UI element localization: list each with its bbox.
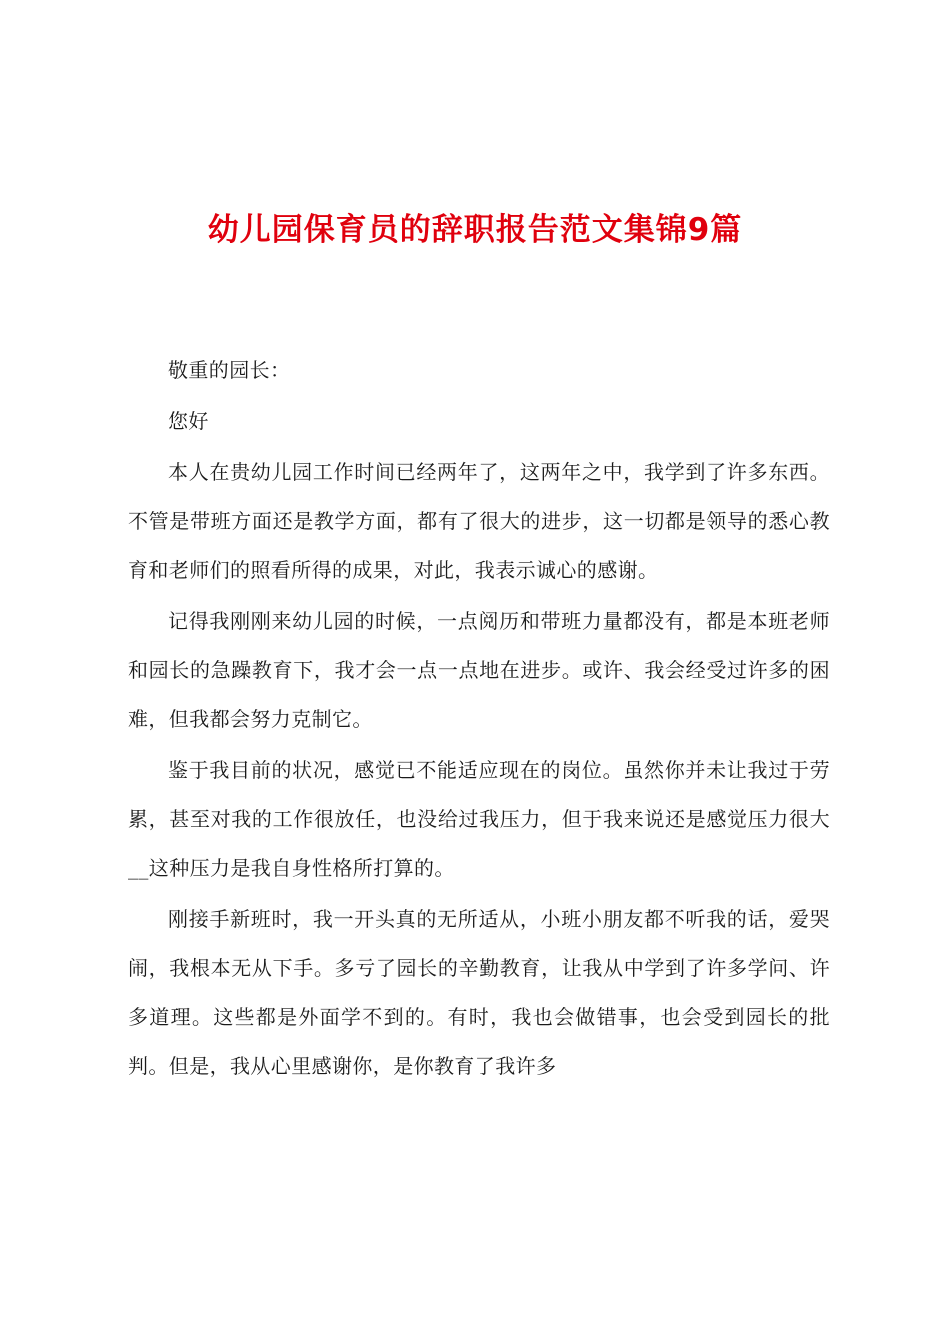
document-body: [128, 346, 830, 1091]
document-title: 幼儿园保育员的辞职报告范文集锦9篇: [207, 212, 743, 248]
greeting: 您好: [168, 409, 209, 433]
body-paragraph-3: 鉴于我目前的状况，感觉已不能适应现在的岗位。虽然你并未让我过于劳累，甚至对我的工作很放任，也没给过我压力，但于我来说还是感觉压力很大__这种压力是我自身性格所打算的。: [128, 758, 830, 880]
body-paragraph-1: 本人在贵幼儿园工作时间已经两年了，这两年之中，我学到了许多东西。不管是带班方面还是教学方面，都有了很大的进步，这一切都是领导的悉心教育和老师们的照看所得的成果，对此，我表示诚心的感谢。: [128, 460, 830, 582]
body-paragraph-2: 记得我刚刚来幼儿园的时候，一点阅历和带班力量都没有，都是本班老师和园长的急躁教育下，我才会一点一点地在进步。或许、我会经受过许多的困难，但我都会努力克制它。: [128, 609, 830, 731]
salutation: 敬重的园长：: [168, 358, 291, 382]
body-paragraph-4: 刚接手新班时，我一开头真的无所适从，小班小朋友都不听我的话，爱哭闹，我根本无从下手。多亏了园长的辛勤教育，让我从中学到了许多学问、许多道理。这些都是外面学不到的。有时，我也会做错事，也会受到园长的批判。但是，我从心里感谢你，是你教育了我许多: [128, 907, 830, 1078]
